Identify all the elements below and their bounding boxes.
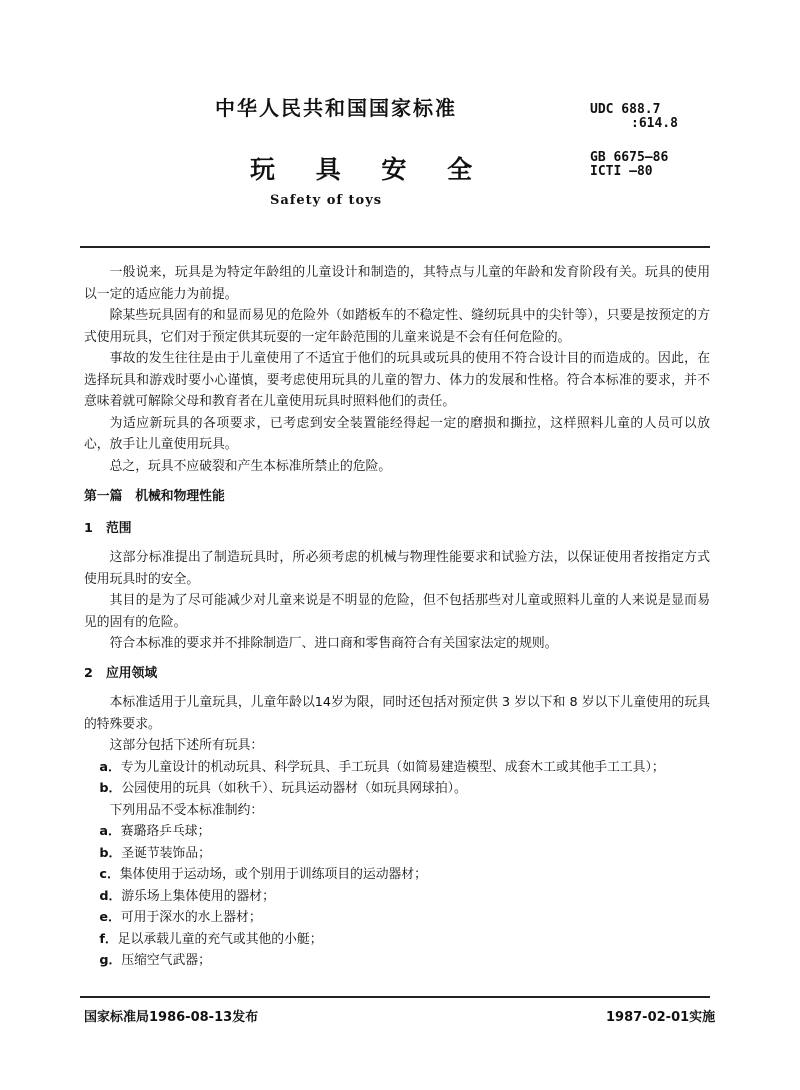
intro-paragraph: 除某些玩具固有的和显而易见的危险外（如踏板车的不稳定性、缝纫玩具中的尖针等），只要是按预定的方式使用玩具，它们对于预定供其玩耍的一定年龄范围的儿童来说是不会有任何危险的。 <box>84 308 710 345</box>
document-subtitle-english: Safety of toys <box>270 193 383 208</box>
section-heading <box>84 518 710 540</box>
list-item-text: 赛璐珞乒乓球； <box>120 824 211 839</box>
document-title: 玩 具 安 全 <box>250 155 489 184</box>
section-number: 1 <box>84 520 93 536</box>
section-paragraph: 本标准适用于儿童玩具，儿童年龄以14岁为限，同时还包括对预定供 3 岁以下和 8 岁以下儿童使用的玩具的特殊要求。 <box>84 695 710 732</box>
list-item-label: f． <box>99 931 118 947</box>
intro-paragraph: 为适应新玩具的各项要求，已考虑到安全装置能经得起一定的磨损和撕拉，这样照料儿童的人员可以放心，放手让儿童使用玩具。 <box>84 415 710 452</box>
udc-code <box>590 103 678 131</box>
part-title: 第一篇 机械和物理性能 <box>84 489 225 504</box>
footer-divider <box>80 996 710 998</box>
standard-code <box>590 151 668 179</box>
section-heading <box>84 663 710 685</box>
list-item <box>84 843 710 865</box>
document-body <box>84 262 710 972</box>
publish-date: 国家标准局1986-08-13发布 <box>84 1010 259 1025</box>
list-item-label: a． <box>99 824 121 839</box>
gb-code-line-1: GB 6675—86 <box>590 150 669 165</box>
list-item <box>84 864 710 886</box>
section-number: 2 <box>84 665 93 681</box>
section-paragraph: 其目的是为了尽可能减少对儿童来说是不明显的危险，但不包括那些对儿童或照料儿童的人来说是显而易见的固有的危险。 <box>84 593 710 630</box>
list-item-text: 足以承载儿童的充气或其他的小艇； <box>117 931 323 947</box>
list-item-label: e． <box>99 910 121 925</box>
list-item-text: 圣诞节装饰品； <box>121 845 211 861</box>
list-item-text: 集体使用于运动场，或个别用于训练项目的运动器材； <box>119 867 427 882</box>
list-item <box>84 757 710 779</box>
section-title: 应用领域 <box>106 665 158 681</box>
list-item-text: 游乐场上集体使用的器材； <box>121 888 275 904</box>
udc-line-1: UDC 688.7 <box>590 102 661 117</box>
list-item-text: 专为儿童设计的机动玩具、科学玩具、手工玩具（如简易建造模型、成套木工或其他手工工具）； <box>120 759 665 775</box>
list-item-text: 压缩空气武器； <box>121 953 211 968</box>
list-item-label: g． <box>99 953 122 968</box>
issuing-body-heading: 中华人民共和国国家标准 <box>215 96 457 120</box>
list-item <box>84 907 710 929</box>
list-item <box>84 886 710 908</box>
list-item <box>84 821 710 843</box>
list-item-label: d． <box>99 888 122 904</box>
list-item-label: c． <box>99 867 120 882</box>
list-item <box>84 929 710 951</box>
list-item-text: 可用于深水的水上器材； <box>120 910 262 925</box>
list-item-text: 公园使用的玩具（如秋千）、玩具运动器材（如玩具网球拍）。 <box>121 781 467 796</box>
section-paragraph: 这部分标准提出了制造玩具时，所必须考虑的机械与物理性能要求和试验方法，以保证使用者按指定方式使用玩具时的安全。 <box>84 550 710 587</box>
section-paragraph: 这部分包括下述所有玩具： <box>109 738 264 753</box>
list-item-label: b． <box>99 781 122 796</box>
intro-paragraph: 事故的发生往往是由于儿童使用了不适宜于他们的玩具或玩具的使用不符合设计目的而造成的。因此，在选择玩具和游戏时要小心谨慎，要考虑使用玩具的儿童的智力、体力的发展和性格。符合本标准的要求，并不意味着就可解除父母和教育者在儿童使用玩具时照料他们的责任。 <box>84 351 710 409</box>
gb-code-line-2: ICTI —80 <box>590 164 653 179</box>
section-title: 范围 <box>106 520 132 536</box>
section-paragraph: 下列用品不受本标准制约： <box>109 802 264 818</box>
section-paragraph: 符合本标准的要求并不排除制造厂、进口商和零售商符合有关国家法定的规则。 <box>109 636 558 651</box>
udc-line-2: :614.8 <box>631 116 678 131</box>
list-item <box>84 950 710 972</box>
list-item-label: a． <box>99 759 121 775</box>
effective-date: 1987-02-01实施 <box>606 1010 716 1025</box>
intro-paragraph: 一般说来，玩具是为特定年龄组的儿童设计和制造的，其特点与儿童的年龄和发育阶段有关。玩具的使用以一定的适应能力为前提。 <box>84 265 710 302</box>
list-item-label: b． <box>99 845 122 861</box>
list-item <box>84 778 710 800</box>
intro-paragraph: 总之，玩具不应破裂和产生本标准所禁止的危险。 <box>109 458 392 474</box>
header-divider <box>80 246 710 248</box>
